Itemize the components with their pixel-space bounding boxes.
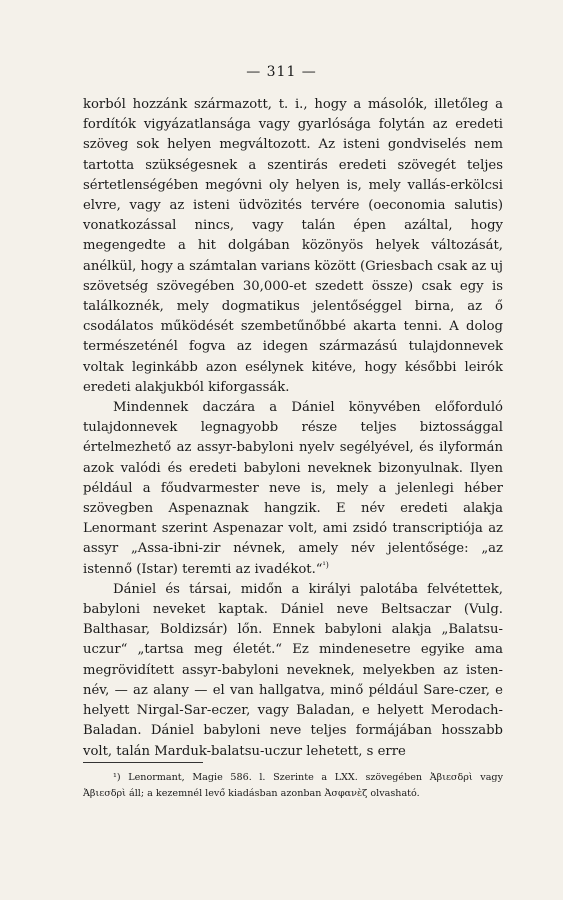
paragraph-2 [83,398,503,580]
footnotes [83,770,503,802]
paragraph-3: Dániel és társai, midőn a királyi palotába felvétettek, babyloni neveket kaptak. Dániel neve Beltsaczar (Vulg. Balthasar, Boldizsár) lőn. Ennek babyloni alakja „Balatsu-uczur“ „tartsa meg életét.“ Ez mindenesetre egyike ama megrövidített assyr-babyloni neveknek, melyekben az isten-név, — az alany — el van hallgatva, minő például Sare-czer, e helyett Nirgal-Sar-eczer, vagy Baladan, e helyett Merodach-Baladan. Dániel babyloni neve teljes formájában hosszabb volt, talán Marduk-balatsu-uczur lehetett, s erre [83,581,503,759]
footnote-divider [83,762,203,763]
footnote-marker: ¹) [113,772,121,783]
footnote-reference: ¹) [322,560,329,570]
paragraph-1: korból hozzánk származott, t. i., hogy a másolók, illetőleg a fordítók vigyázatlansága vagy gyarlósága folytán az eredeti szöveg sok helyen megváltozott. Az isteni gondviselés nem tartotta szükségesnek a szentirás eredeti szövegét teljes sértetlenségében megóvni oly helyen is, mely vallás-erkölcsi elvre, vagy az isteni üdvözités tervére (oeconomia salutis) vonatkozással nincs, vagy talán épen azáltal, hogy megengedte a hit dolgában közönyös helyek változását, anélkül, hogy a számtalan varians között (Griesbach csak az uj szövetség szövegében 30,000-et szedett össze) csak egy is találkoznék, mely dogmatikus jelentőséggel birna, az ő csodálatos működését szembetűnőbbé akarta tenni. A dolog természeténél fogva az idegen származású tulajdonnevek voltak leginkább azon esélynek kitéve, hogy későbbi leirók eredeti alakjukból kiforgassák. [83,97,503,395]
paragraph-2-text: Mindennek daczára a Dániel könyvében előforduló tulajdonnevek legnagyobb része teljes biztossággal értelmezhető az assyr-babyloni nyelv segélyével, és ilyformán azok valódi és eredeti babyloni neveknek bizonyulnak. Ilyen például a főudvarmester neve is, mely a jelenlegi héber szövegben Aspenaznak hangzik. E név eredeti alakja Lenormant szerint Aspenazar volt, ami zsidó transcriptiója az assyr „Assa-ibni-zir névnek, amely név jelentősége: „az istennő (Istar) teremti az ivadékot.“ [83,400,503,577]
footnote-1 [83,770,503,802]
footnote-text: Lenormant, Magie 586. l. Szerinte a LXX. szövegében Ἀβιεσδρὶ vagy Ἀβιεσδρὶ áll; a kezemnél levő kiadásban azonban Ἀσφανὲζ olvasható. [83,772,503,799]
page-number: — 311 — [246,64,317,80]
body-text [83,95,503,762]
